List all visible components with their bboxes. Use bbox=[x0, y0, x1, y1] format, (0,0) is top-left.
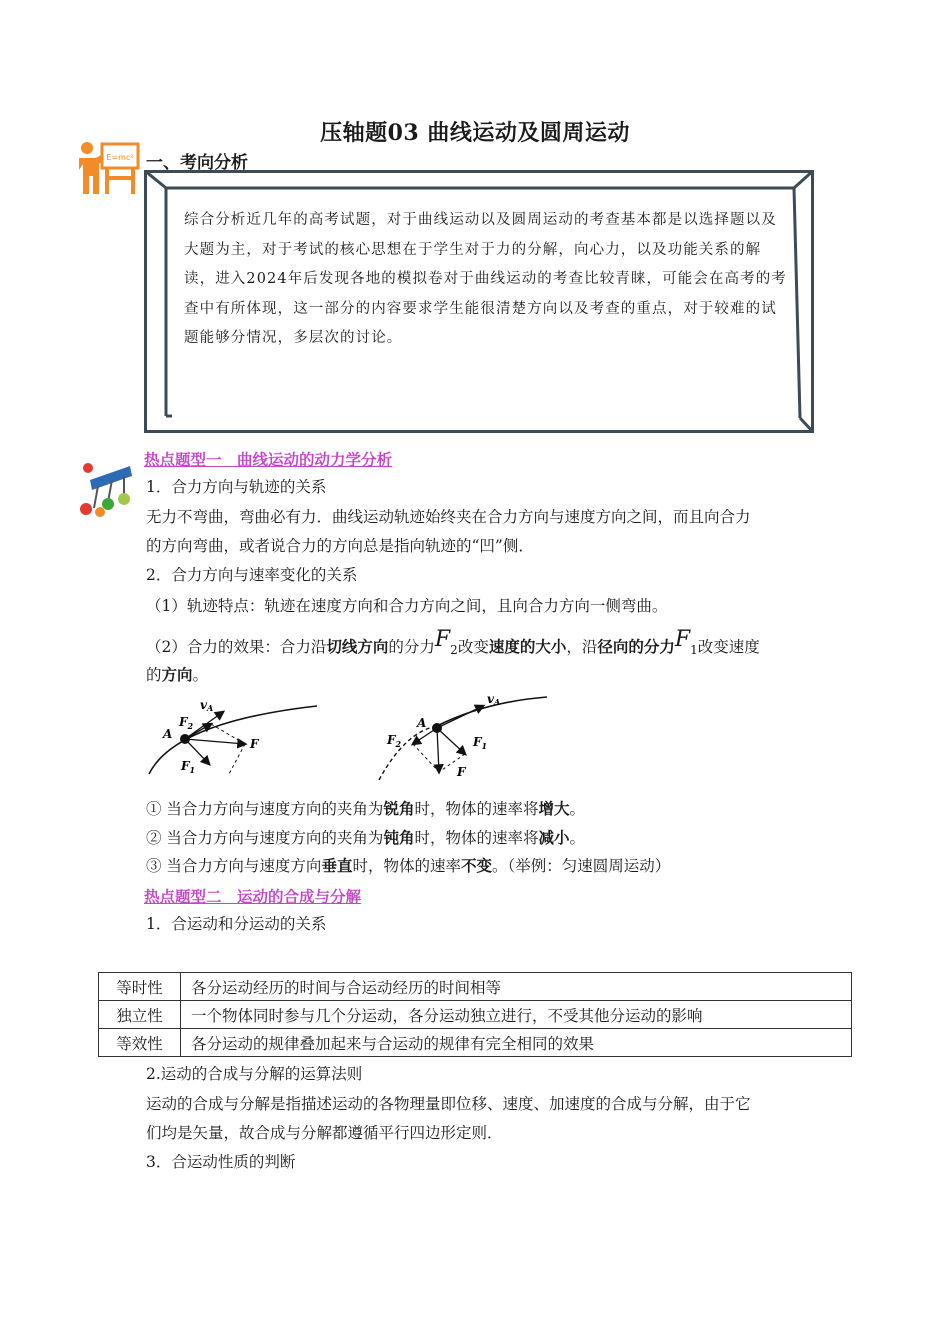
f1-label: $F_1$ bbox=[181, 759, 196, 775]
svg-text:E=mc²: E=mc² bbox=[106, 153, 134, 162]
hot2-heading-3: 3．合运动性质的判断 bbox=[146, 1153, 296, 1171]
f2-label-2: $F_2$ bbox=[387, 733, 402, 749]
hot-topic-2-title: 热点题型二 运动的合成与分解 bbox=[144, 887, 362, 906]
table-key: 独立性 bbox=[99, 1001, 181, 1029]
case-perpendicular: ③ 当合力方向与速度方向垂直时，物体的速率不变。（举例：匀速圆周运动） bbox=[146, 856, 671, 875]
hot1-para-1a: 无力不弯曲，弯曲必有力．曲线运动轨迹始终夹在合力方向与速度方向之间，而且向合力 bbox=[146, 508, 751, 526]
hot-topic-1-title: 热点题型一 曲线运动的动力学分析 bbox=[144, 450, 393, 469]
section-heading: 一、考向分析 bbox=[146, 153, 248, 173]
force-diagram-obtuse bbox=[375, 692, 555, 784]
point-a-label: A bbox=[163, 727, 173, 741]
teacher-board-icon bbox=[76, 138, 140, 196]
f2-label: $F_2$ bbox=[179, 715, 194, 731]
va-label-2: vA bbox=[487, 692, 501, 707]
hot1-sub-2-cont: 的方向。 bbox=[146, 665, 209, 684]
f-label-2: F bbox=[457, 765, 466, 779]
hot1-sub-1: （1）轨迹特点：轨迹在速度方向和合力方向之间，且向合力方向一侧弯曲。 bbox=[146, 597, 668, 615]
hot1-heading-1: 1．合力方向与轨迹的关系 bbox=[146, 478, 327, 496]
hot1-heading-2: 2．合力方向与速率变化的关系 bbox=[146, 566, 358, 584]
case-acute: ① 当合力方向与速度方向的夹角为锐角时，物体的速率将增大。 bbox=[146, 799, 585, 818]
hot2-para-2a: 运动的合成与分解是指描述运动的各物理量即位移、速度、加速度的合成与分解，由于它 bbox=[146, 1095, 751, 1113]
page-title: 压轴题03 曲线运动及圆周运动 bbox=[320, 120, 630, 146]
hot2-para-2b: 们均是矢量，故合成与分解都遵循平行四边形定则． bbox=[146, 1124, 503, 1142]
f-label: F bbox=[250, 737, 259, 751]
hot1-para-1b: 的方向弯曲，或者说合力的方向总是指向轨迹的“凹”侧． bbox=[146, 537, 534, 555]
table-row bbox=[99, 1029, 852, 1057]
hot1-sub-2: （2）合力的效果：合力沿切线方向的分力F2改变速度的大小，沿径向的分力F1改变速度 bbox=[146, 627, 760, 657]
case-obtuse: ② 当合力方向与速度方向的夹角为钝角时，物体的速率将减小。 bbox=[146, 828, 585, 847]
hot2-heading-2: 2.运动的合成与分解的运算法则 bbox=[146, 1065, 363, 1083]
analysis-text: 综合分析近几年的高考试题，对于曲线运动以及圆周运动的考查基本都是以选择题以及大题为主，对于考试的核心思想在于学生对于力的分解，向心力，以及功能关系的解读，进入2024年后发现各地的模拟卷对于曲线运动的考查比较青睐，可能会在高考的考查中有所体现，这一部分的内容要求学生能很清楚方向以及考查的重点，对于较难的试题能够分情况，多层次的讨论。 bbox=[184, 212, 787, 346]
table-row bbox=[99, 1001, 852, 1029]
table-value: 各分运动经历的时间与合运动经历的时间相等 bbox=[181, 973, 852, 1001]
table-key: 等效性 bbox=[99, 1029, 181, 1057]
point-a-label-2: A bbox=[417, 716, 427, 730]
va-label: vA bbox=[200, 698, 214, 713]
table-row bbox=[99, 973, 852, 1001]
hot2-heading-1: 1．合运动和分运动的关系 bbox=[146, 915, 327, 933]
motion-relation-table bbox=[98, 972, 852, 1057]
table-value: 一个物体同时参与几个分运动，各分运动独立进行，不受其他分运动的影响 bbox=[181, 1001, 852, 1029]
table-value: 各分运动的规律叠加起来与合运动的规律有完全相同的效果 bbox=[181, 1029, 852, 1057]
f1-label-2: $F_1$ bbox=[473, 735, 488, 751]
molecule-icon bbox=[78, 462, 136, 520]
table-key: 等时性 bbox=[99, 973, 181, 1001]
force-diagram-acute bbox=[145, 692, 325, 780]
